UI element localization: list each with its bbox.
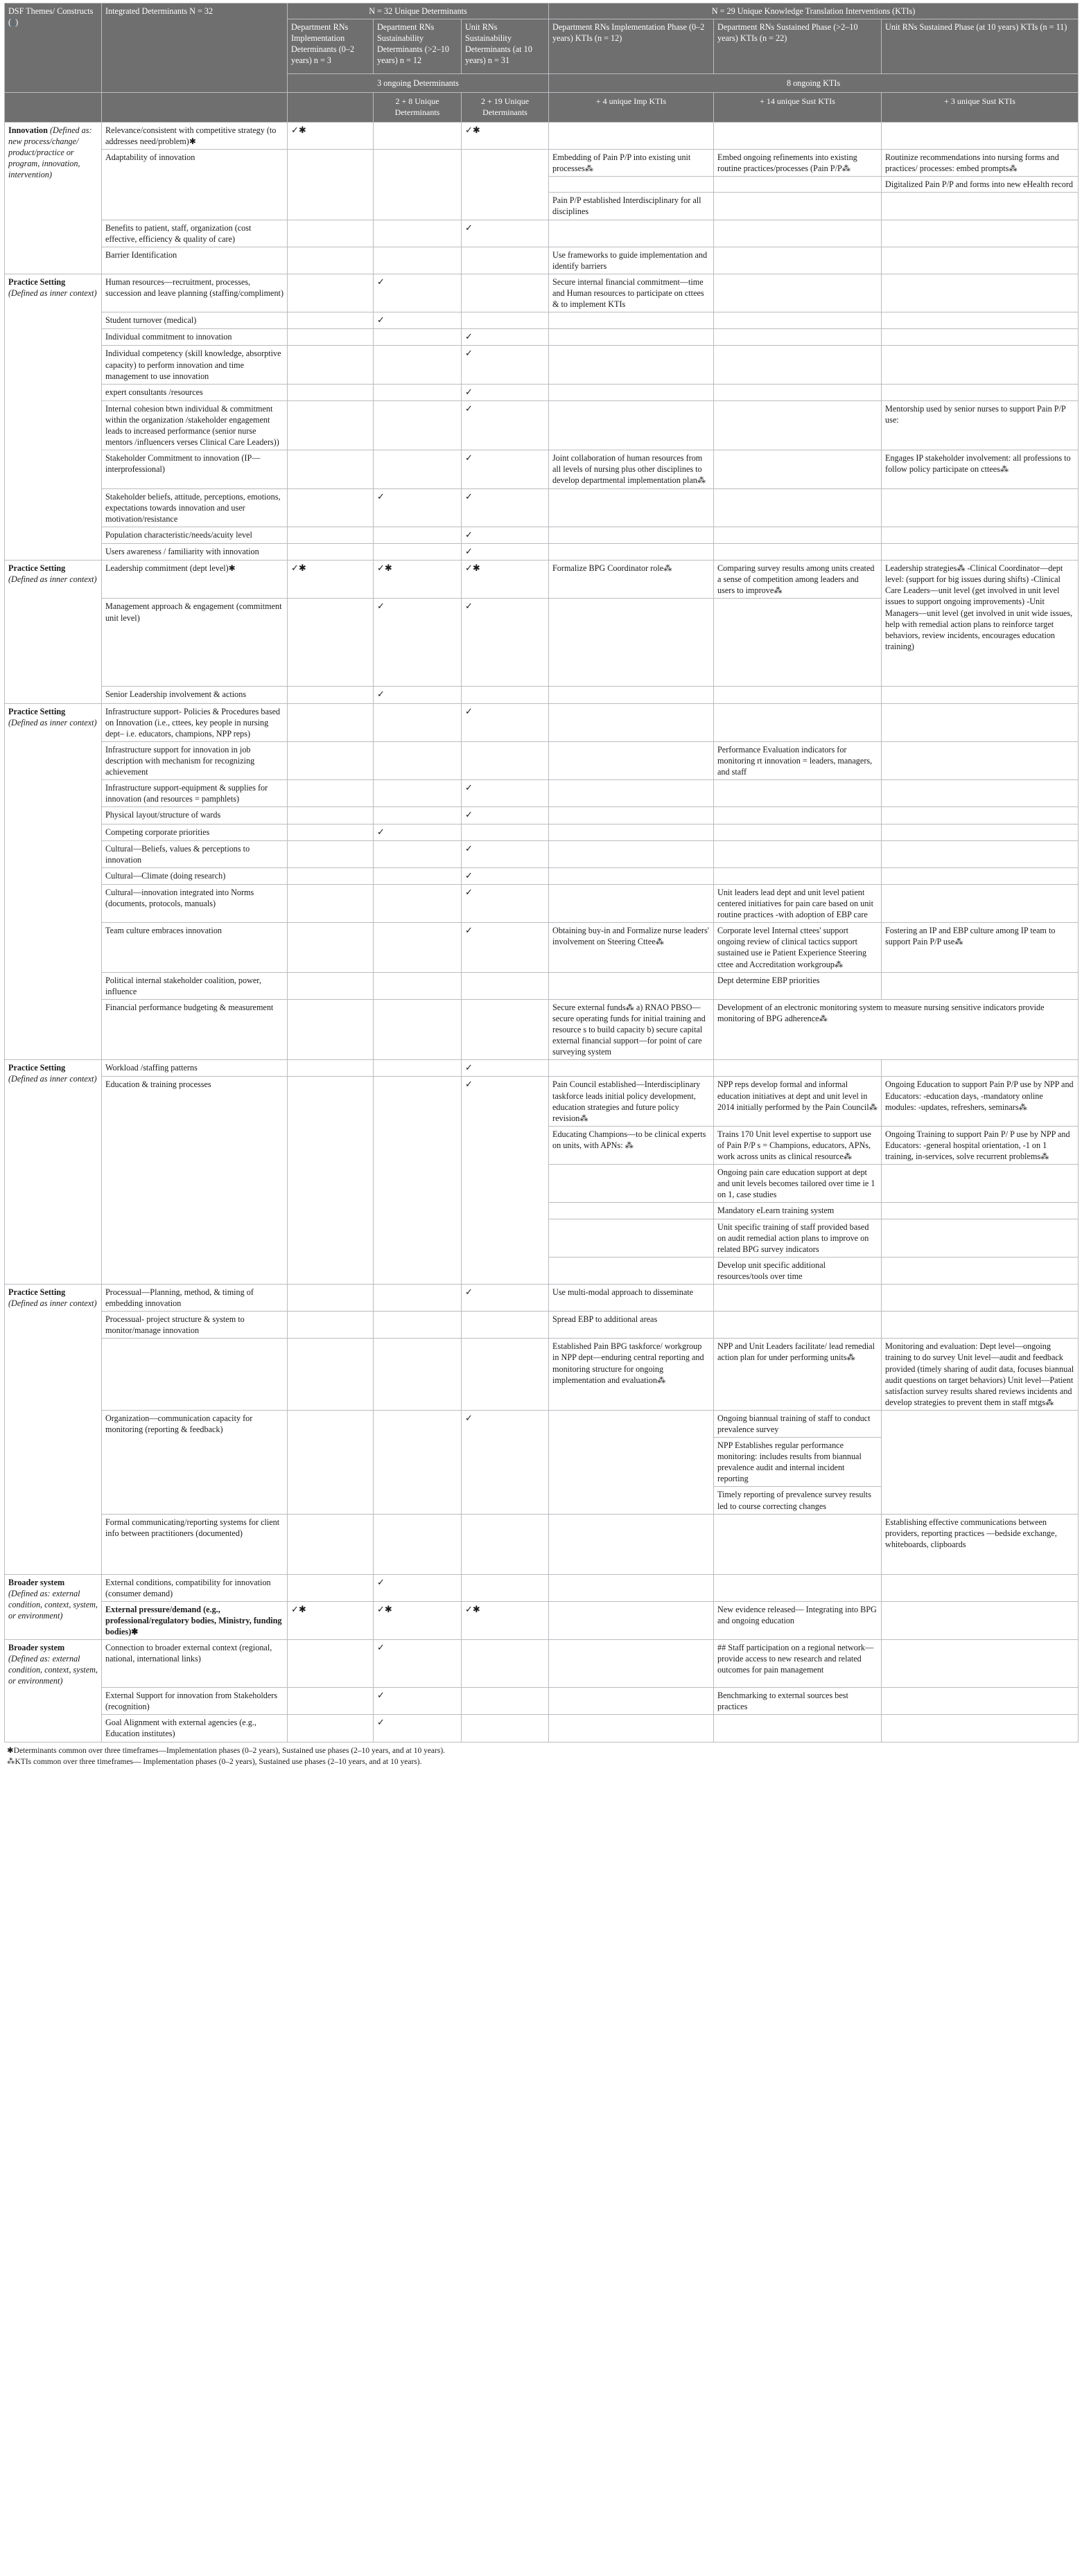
kti-cell: Secure external funds⁂ a) RNAO PBSO—secure operating funds for initial training and resource s to build capacity b) secure capital external financial support—for point of care surveying system (549, 999, 714, 1059)
header-kti-impl: Department RNs Implementation Phase (0–2 years) KTIs (n = 12) (549, 19, 714, 74)
determinant-cell: Stakeholder Commitment to innovation (IP—interprofessional) (102, 450, 288, 488)
determinant-cell: Financial performance budgeting & measurement (102, 999, 288, 1059)
check-mark: ✓✱ (288, 122, 374, 149)
check-mark: ✓ (462, 923, 549, 972)
check-mark: ✓ (462, 807, 549, 824)
check-mark: ✓ (374, 1715, 462, 1742)
header-integrated: Integrated Determinants N = 32 (102, 3, 288, 93)
table-row (5, 741, 1079, 779)
header-sub-unit-sust: 2 + 19 Unique Determinants (462, 93, 549, 123)
determinant-cell: Organization—communication capacity for monitoring (reporting & feedback) (102, 1410, 288, 1514)
determinant-cell: expert consultants /resources (102, 384, 288, 400)
kti-cell: Engages IP stakeholder involvement: all professions to follow policy participate on cttees⁂ (882, 450, 1079, 488)
kti-cell: Routinize recommendations into nursing forms and practices/ processes: embed prompts⁂ (882, 150, 1079, 177)
kti-cell: Leadership strategies⁂ -Clinical Coordinator—dept level: (support for big issues during shifts) -Clinical Care Leaders—unit level (get involved in unit level issues to support ongoing improvements) -Unit Managers—unit level (get involved in unit wide issues, help with remedial action plans to reinforce target behaviors, review incidents, encourages education training) (882, 561, 1079, 687)
header-unit-sust: Unit RNs Sustainability Determinants (at 10 years) n = 31 (462, 19, 549, 74)
table-row (5, 885, 1079, 923)
table-row (5, 1640, 1079, 1688)
determinant-cell: Cultural—Climate (doing research) (102, 867, 288, 884)
check-mark: ✓ (462, 1077, 549, 1285)
determinant-cell: Senior Leadership involvement & actions (102, 687, 288, 703)
check-mark: ✓ (462, 400, 549, 450)
table-row (5, 703, 1079, 741)
table-row (5, 972, 1079, 999)
footnotes (4, 1743, 1078, 1768)
table-row (5, 561, 1079, 599)
kti-cell: Benchmarking to external sources best practices (714, 1688, 882, 1715)
kti-cell: Ongoing biannual training of staff to conduct prevalence survey (714, 1410, 882, 1437)
header-dept-impl: Department RNs Implementation Determinants (0–2 years) n = 3 (288, 19, 374, 74)
theme-cell: Practice Setting (Defined as inner context) (5, 1284, 102, 1574)
determinant-cell: External pressure/demand (e.g., professional/regulatory bodies, Ministry, funding bodies)✱ (102, 1601, 288, 1639)
kti-cell: NPP and Unit Leaders facilitate/ lead remedial action plan for under performing units⁂ (714, 1339, 882, 1411)
table-row (5, 1574, 1079, 1601)
kti-cell: Embedding of Pain P/P into existing unit processes⁂ (549, 150, 714, 177)
check-mark: ✓ (374, 1574, 462, 1601)
determinant-cell: Relevance/consistent with competitive strategy (to addresses need/problem)✱ (102, 122, 288, 149)
header-ongoing-kti: 8 ongoing KTIs (549, 74, 1079, 93)
kti-cell: Unit leaders lead dept and unit level patient centered initiatives for pain care based on unit routine practices -with adoption of EBP care (714, 885, 882, 923)
header-row-1 (5, 3, 1079, 19)
check-mark: ✓ (374, 312, 462, 329)
check-mark: ✓ (462, 384, 549, 400)
check-mark: ✓✱ (462, 122, 549, 149)
check-mark: ✓ (374, 687, 462, 703)
footnote-ktis: ⁂KTIs common over three timeframes— Implementation phases (0–2 years), Sustained use phases (2–10 years, and at 10 years). (7, 1758, 422, 1767)
kti-cell: New evidence released— Integrating into BPG and ongoing education (714, 1601, 882, 1639)
determinant-cell: Barrier Identification (102, 247, 288, 274)
table-row (5, 527, 1079, 543)
table-row (5, 1077, 1079, 1126)
check-mark: ✓ (374, 488, 462, 527)
check-mark: ✓ (462, 450, 549, 488)
determinant-cell: Goal Alignment with external agencies (e.g., Education institutes) (102, 1715, 288, 1742)
table-row (5, 400, 1079, 450)
check-mark: ✓ (374, 1640, 462, 1688)
determinant-cell: Physical layout/structure of wards (102, 807, 288, 824)
table-row (5, 312, 1079, 329)
header-row-4 (5, 93, 1079, 123)
check-mark: ✓ (462, 544, 549, 561)
determinant-cell: Internal cohesion btwn individual & commitment within the organization /stakeholder engagement leads to increased performance (senior nurse mentors /influencers verses Clinical Care Leaders)) (102, 400, 288, 450)
check-mark: ✓ (374, 599, 462, 687)
determinant-cell: Processual- project structure & system to monitor/manage innovation (102, 1312, 288, 1339)
table-row (5, 1312, 1079, 1339)
header-group-determinants: N = 32 Unique Determinants (288, 3, 549, 19)
table-row (5, 923, 1079, 972)
kti-cell: Development of an electronic monitoring system to measure nursing sensitive indicators provide monitoring of BPG adherence⁂ (714, 999, 1079, 1059)
header-sub-kti-unit: + 3 unique Sust KTIs (882, 93, 1079, 123)
check-mark: ✓✱ (374, 561, 462, 599)
header-sub-dept-sust: 2 + 8 Unique Determinants (374, 93, 462, 123)
table-row (5, 488, 1079, 527)
header-theme: DSF Themes/ Constructs (1) (5, 3, 102, 93)
check-mark: ✓ (462, 840, 549, 867)
table-row (5, 1284, 1079, 1311)
reference-link[interactable]: 1 (11, 17, 16, 28)
kti-cell: Dept determine EBP priorities (714, 972, 882, 999)
kti-cell: Timely reporting of prevalence survey results led to course correcting changes (714, 1487, 882, 1514)
determinant-cell: Individual commitment to innovation (102, 329, 288, 346)
check-mark: ✓ (462, 527, 549, 543)
kti-cell: Ongoing Education to support Pain P/P use by NPP and Educators: -education days, -mandatory online modules: -updates, refreshers, seminars⁂ (882, 1077, 1079, 1126)
kti-cell: Embed ongoing refinements into existing routine practices/processes (Pain P/P⁂ (714, 150, 882, 177)
header-kti-dept-sust: Department RNs Sustained Phase (>2–10 years) KTIs (n = 22) (714, 19, 882, 74)
kti-cell: Joint collaboration of human resources from all levels of nursing plus other disciplines to develop departmental implementation plan⁂ (549, 450, 714, 488)
kti-cell: Formalize BPG Coordinator role⁂ (549, 561, 714, 599)
table-row (5, 544, 1079, 561)
kti-cell: Performance Evaluation indicators for monitoring rt innovation = leaders, managers, and staff (714, 741, 882, 779)
table-row (5, 1339, 1079, 1411)
theme-cell: Broader system (Defined as: external condition, context, system, or environment) (5, 1574, 102, 1639)
table-row (5, 867, 1079, 884)
table-row (5, 274, 1079, 312)
determinant-cell: External Support for innovation from Stakeholders (recognition) (102, 1688, 288, 1715)
theme-cell: Practice Setting (Defined as inner context) (5, 1060, 102, 1285)
header-dept-sust: Department RNs Sustainability Determinants (>2–10 years) n = 12 (374, 19, 462, 74)
table-row (5, 247, 1079, 274)
theme-cell: Practice Setting (Defined as inner context) (5, 703, 102, 1060)
determinant-cell: Management approach & engagement (commitment unit level) (102, 599, 288, 687)
check-mark: ✓ (462, 1410, 549, 1514)
check-mark: ✓ (462, 220, 549, 247)
kti-cell: Fostering an IP and EBP culture among IP team to support Pain P/P use⁂ (882, 923, 1079, 972)
table-row (5, 1514, 1079, 1574)
determinant-cell: External conditions, compatibility for innovation (consumer demand) (102, 1574, 288, 1601)
table-row (5, 1410, 1079, 1437)
kti-cell: Educating Champions—to be clinical experts on units, with APNs: ⁂ (549, 1126, 714, 1164)
kti-cell: Established Pain BPG taskforce/ workgroup in NPP dept—enduring central reporting and monitoring structure for ongoing implementation and evaluation⁂ (549, 1339, 714, 1411)
footnote-determinants: ✱Determinants common over three timeframes—Implementation phases (0–2 years), Sustained use phases (2–10 years, and at 10 years). (7, 1746, 446, 1755)
check-mark: ✓ (462, 488, 549, 527)
determinant-cell: Benefits to patient, staff, organization (cost effective, efficiency & quality of care) (102, 220, 288, 247)
kti-cell: Mentorship used by senior nurses to support Pain P/P use: (882, 400, 1079, 450)
kti-cell: Develop unit specific additional resources/tools over time (714, 1257, 882, 1284)
determinant-cell: Connection to broader external context (regional, national, international links) (102, 1640, 288, 1688)
header-sub-kti-dept: + 14 unique Sust KTIs (714, 93, 882, 123)
table-row (5, 687, 1079, 703)
determinant-cell: Team culture embraces innovation (102, 923, 288, 972)
header-kti-unit-sust: Unit RNs Sustained Phase (at 10 years) KTIs (n = 11) (882, 19, 1079, 74)
determinant-cell: Infrastructure support- Policies & Procedures based on Innovation (i.e., cttees, key people in nursing dept– i.e. educators, champions, NPP reps) (102, 703, 288, 741)
check-mark: ✓ (462, 599, 549, 687)
kti-cell: NPP reps develop formal and informal education initiatives at dept and unit level in 2014 initially performed by the Pain Council⁂ (714, 1077, 882, 1126)
check-mark: ✓✱ (288, 561, 374, 599)
kti-cell: Use frameworks to guide implementation and identify barriers (549, 247, 714, 274)
check-mark: ✓ (374, 824, 462, 840)
theme-cell: Innovation (Defined as: new process/change/ product/practice or program, innovation, intervention) (5, 122, 102, 274)
determinant-cell: Population characteristic/needs/acuity level (102, 527, 288, 543)
kti-cell: Ongoing pain care education support at dept and unit levels becomes tailored over time ie 1 on 1, case studies (714, 1165, 882, 1203)
kti-cell: Pain P/P established Interdisciplinary for all disciplines (549, 193, 714, 220)
kti-cell: Monitoring and evaluation: Dept level—ongoing training to do survey Unit level—audit and feedback provided (timely sharing of audit data, focuses biannual audit questions on target behaviors) Unit level—Patient satisfaction survey results shared reviews incidents and develop strategies to prevent them in staff mtgs⁂ (882, 1339, 1079, 1411)
check-mark: ✓ (462, 703, 549, 741)
determinant-cell: Student turnover (medical) (102, 312, 288, 329)
table-row (5, 1060, 1079, 1077)
table-row (5, 1715, 1079, 1742)
table-row (5, 122, 1079, 149)
kti-cell: Digitalized Pain P/P and forms into new eHealth record (882, 177, 1079, 193)
table-row (5, 840, 1079, 867)
table-row (5, 329, 1079, 346)
determinant-cell: Users awareness / familiarity with innovation (102, 544, 288, 561)
check-mark: ✓✱ (288, 1601, 374, 1639)
check-mark: ✓ (462, 346, 549, 384)
table-row (5, 384, 1079, 400)
kti-cell: Comparing survey results among units created a sense of competition among leaders and users to improve⁂ (714, 561, 882, 599)
theme-cell: Broader system (Defined as: external condition, context, system, or environment) (5, 1640, 102, 1742)
kti-cell: Unit specific training of staff provided based on audit remedial action plans to improve on related BPG survey indicators (714, 1219, 882, 1257)
determinant-cell: Competing corporate priorities (102, 824, 288, 840)
determinant-cell: Processual—Planning, method, & timing of embedding innovation (102, 1284, 288, 1311)
check-mark: ✓ (374, 274, 462, 312)
kti-cell: Pain Council established—Interdisciplinary taskforce leads initial policy development, education strategies and future policy revision⁂ (549, 1077, 714, 1126)
check-mark: ✓ (462, 329, 549, 346)
table-row (5, 150, 1079, 177)
table-row (5, 220, 1079, 247)
determinant-cell: Adaptability of innovation (102, 150, 288, 220)
theme-cell: Practice Setting (Defined as inner context) (5, 561, 102, 703)
determinants-table (4, 3, 1079, 1743)
determinant-cell: Stakeholder beliefs, attitude, perceptions, emotions, expectations towards innovation and user motivation/resistance (102, 488, 288, 527)
determinant-cell: Formal communicating/reporting systems for client info between practitioners (documented) (102, 1514, 288, 1574)
kti-cell: Corporate level Internal cttees' support ongoing review of clinical tactics support sustained use ie Patient Experience Steering cttee and Accreditation workgroup⁂ (714, 923, 882, 972)
check-mark: ✓✱ (462, 561, 549, 599)
check-mark: ✓ (462, 885, 549, 923)
check-mark: ✓✱ (462, 1601, 549, 1639)
table-row (5, 807, 1079, 824)
table-row (5, 780, 1079, 807)
check-mark: ✓ (462, 1060, 549, 1077)
table-row (5, 824, 1079, 840)
table-row (5, 1601, 1079, 1639)
header-group-ktis: N = 29 Unique Knowledge Translation Interventions (KTIs) (549, 3, 1079, 19)
kti-cell: Obtaining buy-in and Formalize nurse leaders' involvement on Steering Cttee⁂ (549, 923, 714, 972)
determinant-cell: Workload /staffing patterns (102, 1060, 288, 1077)
determinant-cell: Infrastructure support for innovation in job description with mechanism for recognizing achievement (102, 741, 288, 779)
header-ongoing-det: 3 ongoing Determinants (288, 74, 549, 93)
table-row (5, 346, 1079, 384)
determinant-cell: Political internal stakeholder coalition, power, influence (102, 972, 288, 999)
kti-cell: Secure internal financial commitment—time and Human resources to participate on cttees & to implement KTIs (549, 274, 714, 312)
kti-cell: NPP Establishes regular performance monitoring: includes results from biannual prevalence audit and internal incident reporting (714, 1438, 882, 1487)
kti-cell: ## Staff participation on a regional network—provide access to new research and related outcomes for pain management (714, 1640, 882, 1688)
check-mark: ✓✱ (374, 1601, 462, 1639)
determinant-cell: Cultural—innovation integrated into Norms (documents, protocols, manuals) (102, 885, 288, 923)
kti-cell: Ongoing Training to support Pain P/ P use by NPP and Educators: -general hospital orientation, -1 on 1 training, in-services, solve recurrent problems⁂ (882, 1126, 1079, 1164)
determinant-cell: Education & training processes (102, 1077, 288, 1285)
kti-cell: Trains 170 Unit level expertise to support use of Pain P/P s = Champions, educators, APNs, work across units as clinical resource⁂ (714, 1126, 882, 1164)
theme-cell: Practice Setting (Defined as inner context) (5, 274, 102, 560)
table-row (5, 450, 1079, 488)
determinant-cell: Individual competency (skill knowledge, absorptive capacity) to perform innovation and time management to use innovation (102, 346, 288, 384)
kti-cell: Establishing effective communications between providers, reporting practices —bedside exchange, whiteboards, clipboards (882, 1514, 1079, 1574)
kti-cell: Spread EBP to additional areas (549, 1312, 714, 1339)
determinant-cell: Infrastructure support-equipment & supplies for innovation (and resources = pamphlets) (102, 780, 288, 807)
check-mark: ✓ (374, 1688, 462, 1715)
check-mark: ✓ (462, 1284, 549, 1311)
kti-cell: Use multi-modal approach to disseminate (549, 1284, 714, 1311)
table-row (5, 999, 1079, 1059)
determinant-cell: Leadership commitment (dept level)✱ (102, 561, 288, 599)
check-mark: ✓ (462, 867, 549, 884)
check-mark: ✓ (462, 780, 549, 807)
kti-cell: Mandatory eLearn training system (714, 1203, 882, 1219)
header-sub-kti-impl: + 4 unique Imp KTIs (549, 93, 714, 123)
determinant-cell: Human resources—recruitment, processes, succession and leave planning (staffing/compliment) (102, 274, 288, 312)
table-row (5, 1688, 1079, 1715)
determinant-cell: Cultural—Beliefs, values & perceptions to innovation (102, 840, 288, 867)
